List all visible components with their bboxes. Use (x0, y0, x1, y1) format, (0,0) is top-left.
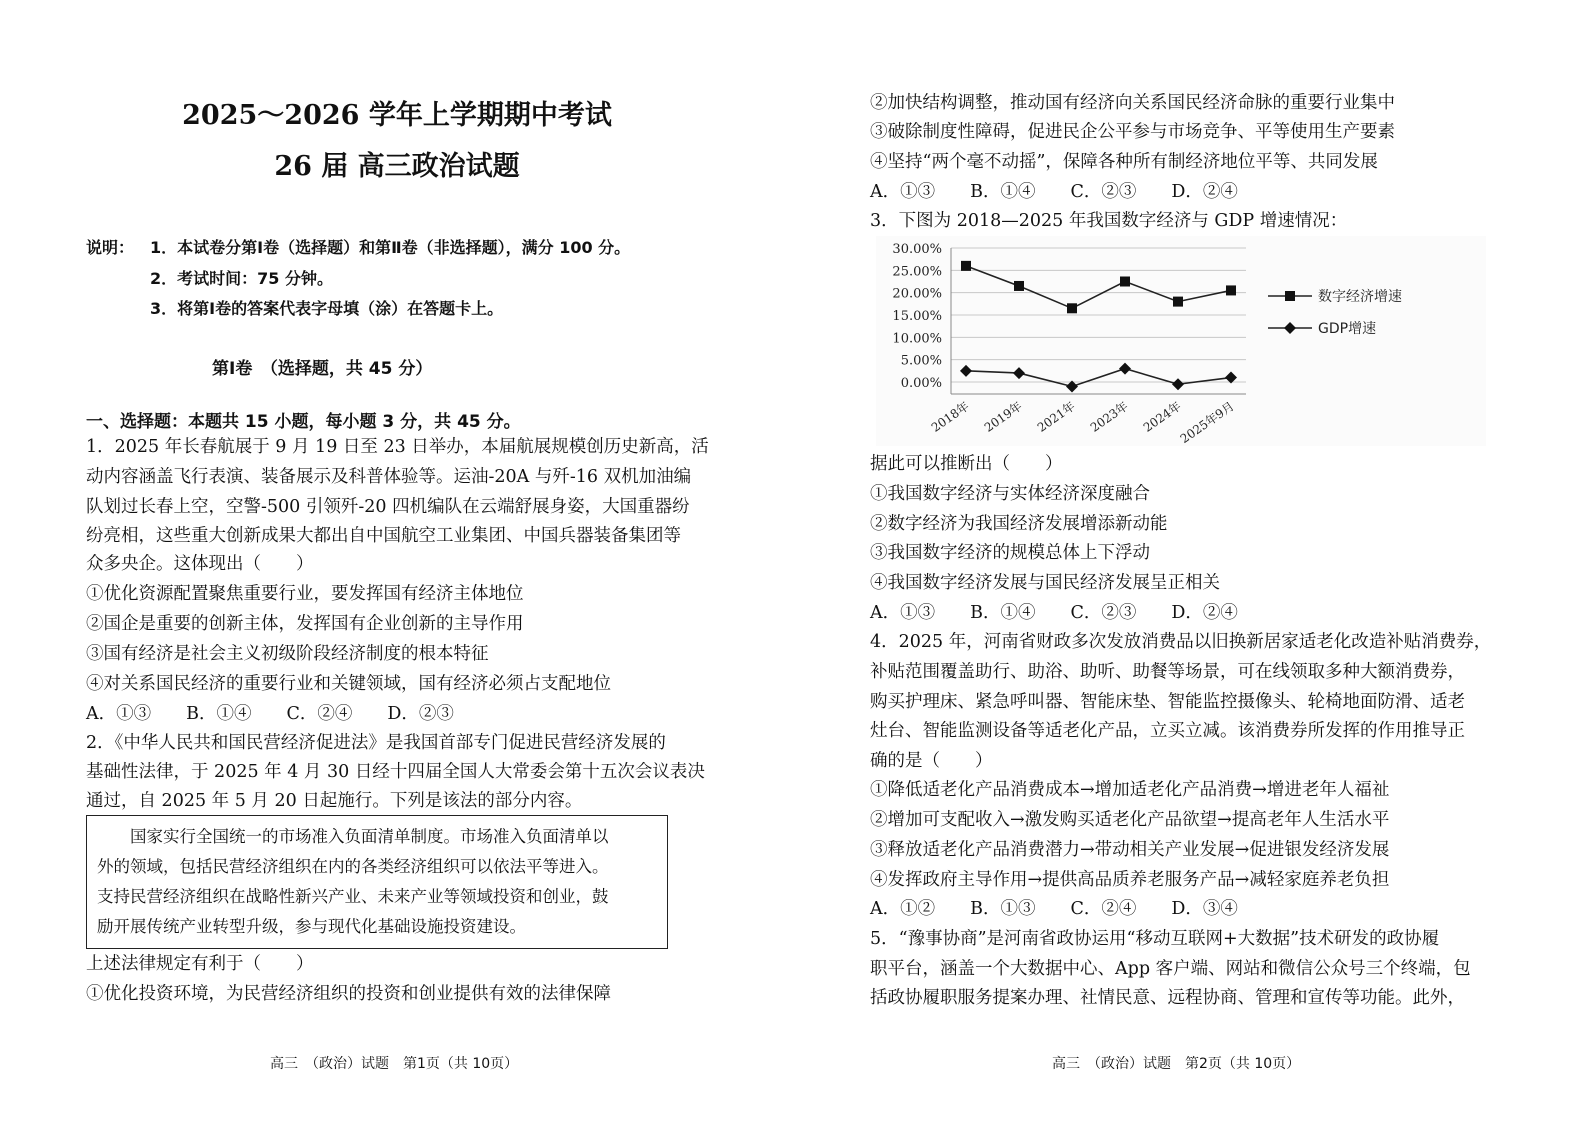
text-line: 确的是（ ） (870, 751, 993, 771)
legend-label: 数字经济增速 (1318, 289, 1402, 305)
option-line: ①优化投资环境，为民营经济组织的投资和创业提供有效的法律保障 (86, 984, 611, 1004)
text-line: 基础性法律，于 2025 年 4 月 30 日经十四届全国人大常委会第十五次会议表决 (86, 762, 705, 782)
text-line: 职平台，涵盖一个大数据中心、App 客户端、网站和微信公众号三个终端，包 (870, 959, 1471, 979)
option-line: ③我国数字经济的规模总体上下浮动 (870, 543, 1150, 563)
text-line: 补贴范围覆盖助行、助浴、助听、助餐等场景，可在线领取多种大额消费券， (870, 662, 1465, 682)
text-line: 2．《中华人民共和国民营经济促进法》是我国首部专门促进民营经济发展的 (86, 733, 666, 753)
y-tick-label: 20.00% (892, 286, 942, 302)
x-tick-label: 2023年 (1087, 398, 1131, 435)
text-line: 1．2025 年长春航展于 9 月 19 日至 23 日举办，本届航展规模创历史新高，活 (86, 437, 709, 457)
box-line: 支持民营经济组织在战略性新兴产业、未来产业等领域投资和创业，鼓 (97, 887, 609, 906)
x-tick-label: 2021年 (1034, 398, 1078, 435)
text-line: 4．2025 年，河南省财政多次发放消费品以旧换新居家适老化改造补贴消费券， (870, 632, 1492, 652)
law-excerpt-box (86, 815, 668, 949)
page-right (794, 0, 1588, 1123)
text-line: 括政协履职服务提案办理、社情民意、远程协商、管理和宣传等功能。此外， (870, 988, 1465, 1008)
note-3: 3．将第Ⅰ卷的答案代表字母填（涂）在答题卡上。 (150, 299, 504, 318)
option-line: ②增加可支配收入→激发购买适老化产品欲望→提高老年人生活水平 (870, 810, 1390, 830)
text-line: 5．“豫事协商”是河南省政协运用“移动互联网+大数据”技术研发的政协履 (870, 929, 1440, 949)
digital-economy-point (1067, 303, 1077, 313)
legend-diamond-marker (1284, 322, 1296, 334)
x-tick-label: 2019年 (981, 398, 1025, 435)
exam-subtitle: 26 届 高三政治试题 (274, 151, 520, 182)
y-tick-label: 5.00% (900, 353, 942, 369)
answer-choices: A．①③ B．①④ C．②③ D．②④ (870, 603, 1238, 623)
x-tick-label: 2024年 (1140, 398, 1184, 435)
digital-economy-point (1173, 297, 1183, 307)
page-footer: 高三 （政治）试题 第2页（共 10页） (1052, 1056, 1301, 1072)
notes-label: 说明： (86, 238, 135, 257)
option-line: ④坚持“两个毫不动摇”，保障各种所有制经济地位平等、共同发展 (870, 152, 1378, 172)
y-tick-label: 15.00% (892, 309, 942, 324)
y-tick-label: 25.00% (892, 264, 942, 280)
text-line: 动内容涵盖飞行表演、装备展示及科普体验等。运油-20A 与歼-16 双机加油编 (86, 467, 692, 487)
answer-choices: A．①③ B．①④ C．②④ D．②③ (86, 704, 454, 724)
section-title: 第Ⅰ卷 （选择题，共 45 分） (212, 359, 433, 379)
growth-chart (876, 236, 1486, 446)
text-line: 通过，自 2025 年 5 月 20 日起施行。下列是该法的部分内容。 (86, 791, 583, 811)
digital-economy-series-line (966, 266, 1231, 308)
option-line: ④对关系国民经济的重要行业和关键领域，国有经济必须占支配地位 (86, 674, 611, 694)
option-line: ①我国数字经济与实体经济深度融合 (870, 484, 1150, 504)
digital-economy-point (1120, 277, 1130, 287)
legend-label: GDP增速 (1318, 321, 1377, 337)
gdp-point (1013, 367, 1025, 379)
chart-svg (876, 236, 1486, 446)
option-line: ④我国数字经济发展与国民经济发展呈正相关 (870, 573, 1220, 593)
text-line: 众多央企。这体现出（ ） (86, 554, 314, 574)
y-tick-label: 30.00% (892, 242, 942, 257)
box-line: 励开展传统产业转型升级，参与现代化基础设施投资建设。 (97, 917, 526, 936)
box-line: 外的领域，包括民营经济组织在内的各类经济组织可以依法平等进入。 (97, 857, 609, 876)
text-line: 据此可以推断出（ ） (870, 454, 1063, 474)
box-line: 国家实行全国统一的市场准入负面清单制度。市场准入负面清单以 (97, 827, 609, 846)
gdp-point (960, 365, 972, 377)
answer-choices: A．①③ B．①④ C．②③ D．②④ (870, 182, 1238, 202)
option-line: ③国有经济是社会主义初级阶段经济制度的根本特征 (86, 644, 489, 664)
option-line: ②加快结构调整，推动国有经济向关系国民经济命脉的重要行业集中 (870, 93, 1395, 113)
note-2: 2．考试时间：75 分钟。 (150, 269, 333, 288)
page-footer: 高三 （政治）试题 第1页（共 10页） (270, 1056, 519, 1072)
x-tick-label: 2018年 (928, 398, 972, 435)
option-line: ④发挥政府主导作用→提供高品质养老服务产品→减轻家庭养老负担 (870, 870, 1390, 890)
gdp-point (1172, 378, 1184, 390)
text-line: 纷亮相，这些重大创新成果大都出自中国航空工业集团、中国兵器装备集团等 (86, 526, 681, 546)
x-tick-label: 2025年9月 (1177, 398, 1237, 446)
digital-economy-point (1226, 285, 1236, 295)
option-line: ②数字经济为我国经济发展增添新动能 (870, 514, 1168, 534)
y-tick-label: 10.00% (892, 331, 942, 347)
digital-economy-point (1014, 281, 1024, 291)
option-line: ③破除制度性障碍，促进民企公平参与市场竞争、平等使用生产要素 (870, 122, 1395, 142)
gdp-series-line (966, 369, 1231, 387)
option-line: ②国企是重要的创新主体，发挥国有企业创新的主导作用 (86, 614, 524, 634)
digital-economy-point (961, 261, 971, 271)
legend-square-marker (1285, 291, 1295, 301)
option-line: ①降低适老化产品消费成本→增加适老化产品消费→增进老年人福祉 (870, 780, 1390, 800)
exam-title: 2025～2026 学年上学期期中考试 (182, 100, 612, 131)
option-line: ③释放适老化产品消费潜力→带动相关产业发展→促进银发经济发展 (870, 840, 1390, 860)
text-line: 3．下图为 2018—2025 年我国数字经济与 GDP 增速情况： (870, 211, 1348, 231)
option-line: ①优化资源配置聚焦重要行业，要发挥国有经济主体地位 (86, 584, 524, 604)
text-line: 购买护理床、紧急呼叫器、智能床垫、智能监控摄像头、轮椅地面防滑、适老 (870, 692, 1465, 712)
gdp-point (1119, 363, 1131, 375)
y-tick-label: 0.00% (900, 376, 942, 391)
note-1: 1．本试卷分第Ⅰ卷（选择题）和第Ⅱ卷（非选择题），满分 100 分。 (150, 238, 631, 257)
text-line: 上述法律规定有利于（ ） (86, 954, 314, 974)
text-line: 灶台、智能监测设备等适老化产品，立买立减。该消费券所发挥的作用推导正 (870, 721, 1465, 741)
part-title: 一、选择题：本题共 15 小题，每小题 3 分，共 45 分。 (86, 412, 521, 432)
text-line: 队划过长春上空，空警-500 引领歼-20 四机编队在云端舒展身姿，大国重器纷 (86, 497, 690, 517)
answer-choices: A．①② B．①③ C．②④ D．③④ (870, 899, 1238, 919)
